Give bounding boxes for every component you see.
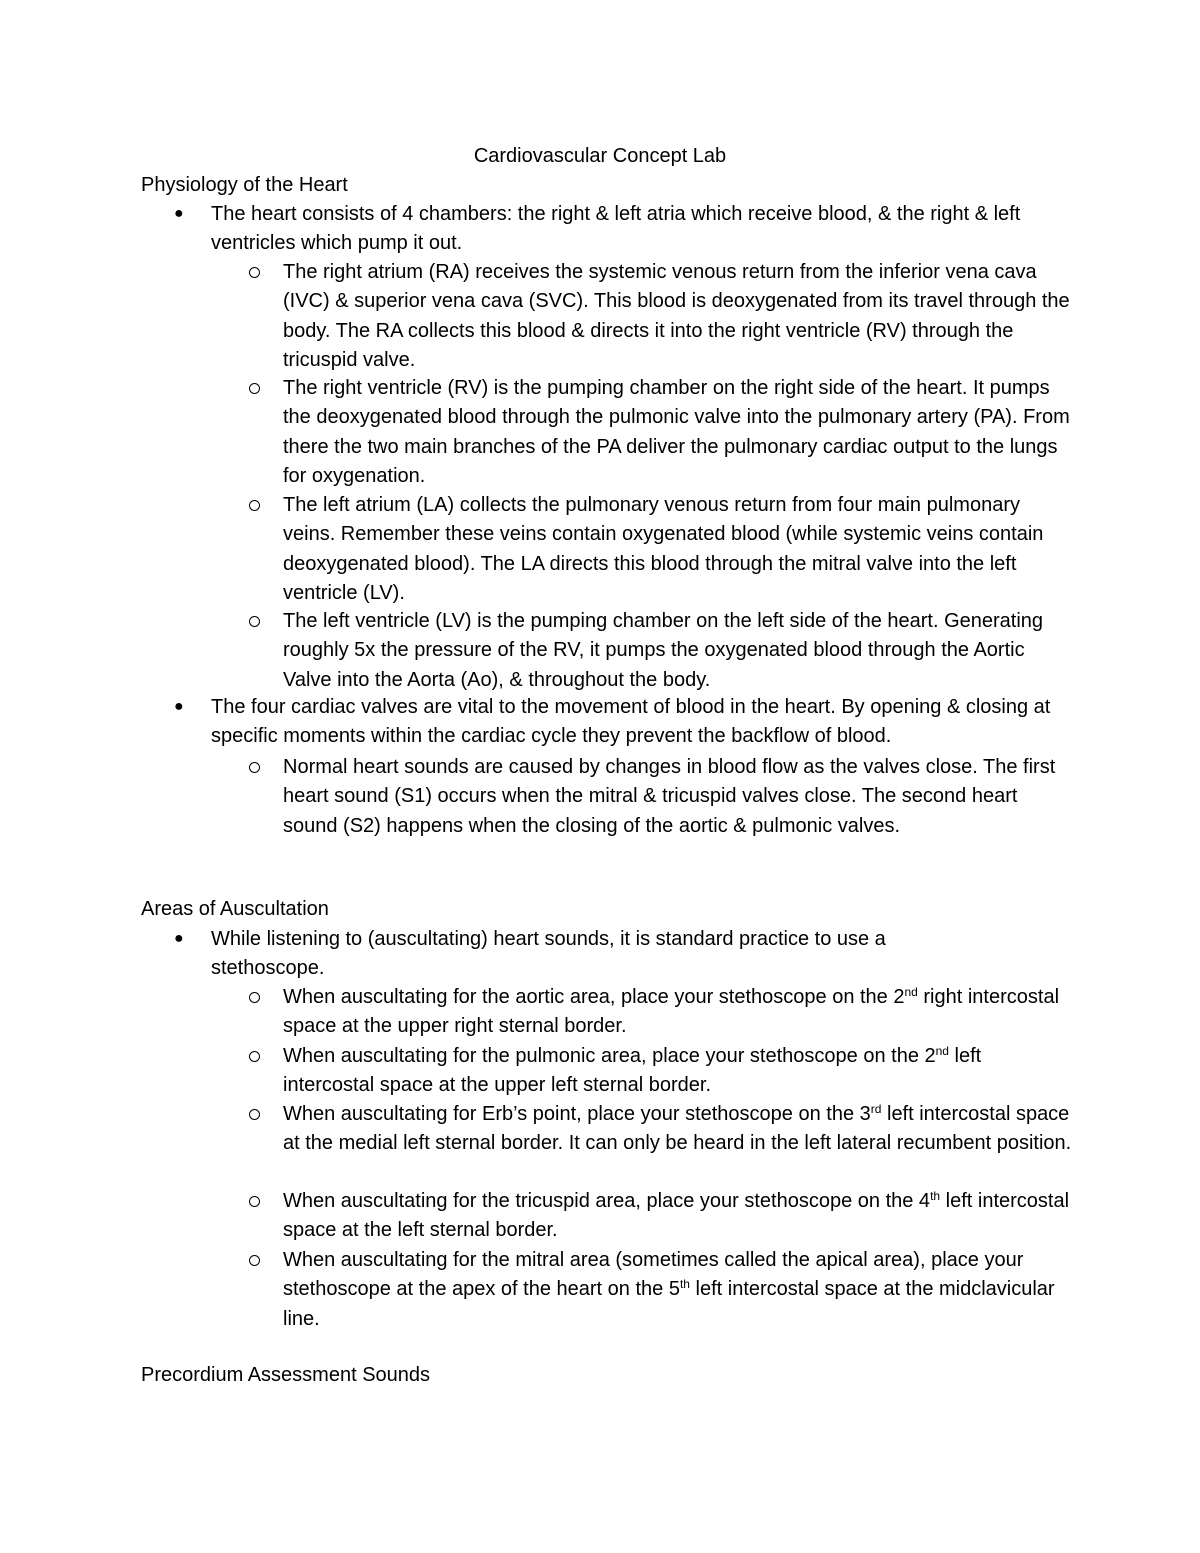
- bullet-icon: ●: [174, 698, 184, 715]
- list-item-tricuspid-area: When auscultating for the tricuspid area, place your stethoscope on the 4th left intercostal space at the left sternal border.: [283, 1189, 1070, 1242]
- circle-bullet-icon: [249, 1051, 260, 1062]
- list-item: Normal heart sounds are caused by changes in blood flow as the valves close. The first heart sound (S1) occurs when the mitral & tricuspid valves close. The second heart sound (S2) happens when the closing of the aortic & pulmonic valves.: [283, 756, 1056, 837]
- circle-bullet-icon: [249, 762, 260, 773]
- list-item: While listening to (auscultating) heart sounds, it is standard practice to use a stethoscope.: [211, 928, 886, 980]
- list-item: The left atrium (LA) collects the pulmonary venous return from four main pulmonary veins. Remember these veins contain oxygenated blood (while systemic veins contain deoxygenated blood). The LA directs this blood through the mitral valve into the left ventricle (LV).: [283, 494, 1044, 604]
- circle-bullet-icon: [249, 616, 260, 627]
- section-heading-physiology: Physiology of the Heart: [141, 174, 348, 196]
- list-item: The left ventricle (LV) is the pumping chamber on the left side of the heart. Generating roughly 5x the pressure of the RV, it pumps the oxygenated blood through the Aortic Valve into the Aorta (Ao), & throughout the body.: [283, 610, 1044, 691]
- circle-bullet-icon: [249, 1109, 260, 1120]
- list-item-aortic-area: When auscultating for the aortic area, place your stethoscope on the 2nd right intercostal space at the upper right sternal border.: [283, 985, 1060, 1038]
- bullet-icon: ●: [174, 205, 184, 222]
- circle-bullet-icon: [249, 500, 260, 511]
- list-item: The heart consists of 4 chambers: the right & left atria which receive blood, & the right & left ventricles which pump it out.: [211, 203, 1021, 255]
- document-title: Cardiovascular Concept Lab: [473, 145, 727, 167]
- list-item-erbs-point: When auscultating for Erb’s point, place your stethoscope on the 3rd left intercostal space at the medial left sternal border. It can only be heard in the left lateral recumbent position.: [283, 1102, 1072, 1155]
- section-heading-precordium: Precordium Assessment Sounds: [141, 1364, 431, 1386]
- bullet-icon: ●: [174, 930, 184, 947]
- circle-bullet-icon: [249, 267, 260, 278]
- list-item: The four cardiac valves are vital to the movement of blood in the heart. By opening & closing at specific moments within the cardiac cycle they prevent the backflow of blood.: [211, 696, 1051, 748]
- list-item: The right atrium (RA) receives the systemic venous return from the inferior vena cava (IVC) & superior vena cava (SVC). This blood is deoxygenated from its travel through the body. The RA collects this blood & directs it into the right ventricle (RV) through the tricuspid valve.: [283, 261, 1070, 371]
- list-item-mitral-area: When auscultating for the mitral area (sometimes called the apical area), place your stethoscope at the apex of the heart on the 5th left intercostal space at the midclavicular line.: [283, 1249, 1055, 1330]
- circle-bullet-icon: [249, 992, 260, 1003]
- circle-bullet-icon: [249, 383, 260, 394]
- list-item-pulmonic-area: When auscultating for the pulmonic area, place your stethoscope on the 2nd left intercostal space at the upper left sternal border.: [283, 1044, 982, 1097]
- section-heading-auscultation: Areas of Auscultation: [141, 898, 329, 920]
- circle-bullet-icon: [249, 1196, 260, 1207]
- list-item: The right ventricle (RV) is the pumping chamber on the right side of the heart. It pumps the deoxygenated blood through the pulmonic valve into the pulmonary artery (PA). From there the two main branches of the PA deliver the pulmonary cardiac output to the lungs for oxygenation.: [283, 377, 1070, 487]
- circle-bullet-icon: [249, 1255, 260, 1266]
